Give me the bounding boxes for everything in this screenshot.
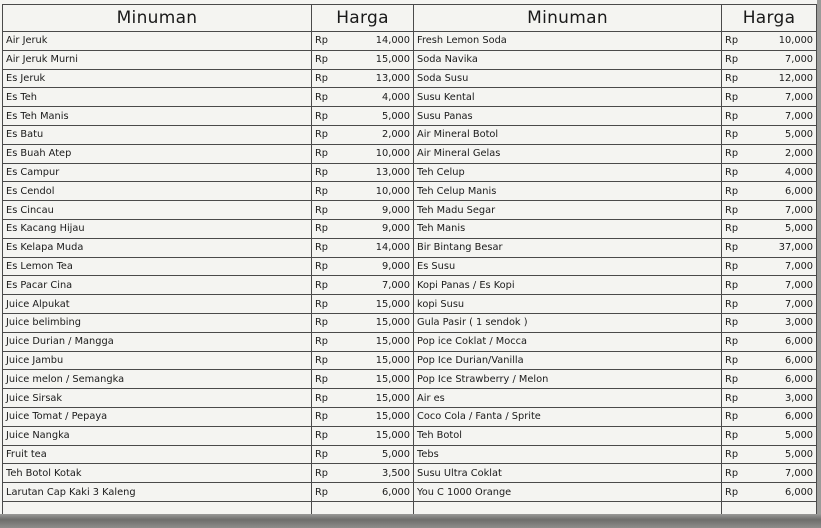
page-bottom-shadow xyxy=(0,514,821,528)
left-drink-price: 15,000 xyxy=(348,351,414,370)
right-drink-price: 5,000 xyxy=(760,219,817,238)
left-drink-name: Es Kelapa Muda xyxy=(3,238,312,257)
right-drink-price: 3,000 xyxy=(760,313,817,332)
left-currency: Rp xyxy=(312,88,348,107)
left-drink-price: 14,000 xyxy=(348,32,414,51)
right-drink-price: 6,000 xyxy=(760,182,817,201)
right-drink-name: Soda Navika xyxy=(414,50,722,69)
left-currency: Rp xyxy=(312,182,348,201)
table-row xyxy=(3,257,817,276)
right-drink-name: Susu Kental xyxy=(414,88,722,107)
left-drink-price: 9,000 xyxy=(348,219,414,238)
left-drink-price: 5,000 xyxy=(348,445,414,464)
right-drink-price: 6,000 xyxy=(760,370,817,389)
left-drink-price: 10,000 xyxy=(348,182,414,201)
left-currency: Rp xyxy=(312,351,348,370)
right-drink-price: 7,000 xyxy=(760,276,817,295)
left-drink-name: Juice melon / Semangka xyxy=(3,370,312,389)
left-drink-price: 5,000 xyxy=(348,107,414,126)
left-drink-name: Air Jeruk Murni xyxy=(3,50,312,69)
left-drink-price: 9,000 xyxy=(348,201,414,220)
left-drink-price: 3,500 xyxy=(348,464,414,483)
left-drink-price: 13,000 xyxy=(348,163,414,182)
left-drink-price: 15,000 xyxy=(348,407,414,426)
left-currency: Rp xyxy=(312,107,348,126)
left-currency: Rp xyxy=(312,389,348,408)
left-drink-name: Es Cendol xyxy=(3,182,312,201)
right-currency: Rp xyxy=(722,313,760,332)
right-drink-price: 5,000 xyxy=(760,426,817,445)
left-currency: Rp xyxy=(312,332,348,351)
right-currency: Rp xyxy=(722,276,760,295)
left-drink-name: Teh Botol Kotak xyxy=(3,464,312,483)
left-currency: Rp xyxy=(312,69,348,88)
right-currency: Rp xyxy=(722,389,760,408)
right-drink-price: 7,000 xyxy=(760,50,817,69)
left-drink-price: 7,000 xyxy=(348,276,414,295)
right-currency: Rp xyxy=(722,107,760,126)
left-currency: Rp xyxy=(312,257,348,276)
left-drink-name: Juice Jambu xyxy=(3,351,312,370)
right-drink-name: Soda Susu xyxy=(414,69,722,88)
left-drink-price: 4,000 xyxy=(348,88,414,107)
right-drink-name: Pop Ice Strawberry / Melon xyxy=(414,370,722,389)
right-drink-name: You C 1000 Orange xyxy=(414,483,722,502)
table-row xyxy=(3,370,817,389)
header-left-item: Minuman xyxy=(3,5,312,32)
right-currency: Rp xyxy=(722,483,760,502)
right-drink-name: Air es xyxy=(414,389,722,408)
left-currency: Rp xyxy=(312,313,348,332)
right-drink-name: kopi Susu xyxy=(414,295,722,314)
right-drink-name: Bir Bintang Besar xyxy=(414,238,722,257)
page-edge-shadow xyxy=(817,0,821,528)
left-drink-price: 15,000 xyxy=(348,295,414,314)
right-currency: Rp xyxy=(722,144,760,163)
right-drink-price: 7,000 xyxy=(760,88,817,107)
table-row xyxy=(3,483,817,502)
header-left-price: Harga xyxy=(312,5,414,32)
right-currency: Rp xyxy=(722,426,760,445)
left-drink-price: 10,000 xyxy=(348,144,414,163)
table-row xyxy=(3,407,817,426)
right-drink-name: Pop Ice Durian/Vanilla xyxy=(414,351,722,370)
left-drink-name: Juice Alpukat xyxy=(3,295,312,314)
left-currency: Rp xyxy=(312,445,348,464)
left-drink-name: Es Kacang Hijau xyxy=(3,219,312,238)
drinks-price-table xyxy=(2,4,817,517)
table-row xyxy=(3,201,817,220)
table-row xyxy=(3,219,817,238)
right-drink-price: 7,000 xyxy=(760,201,817,220)
left-currency: Rp xyxy=(312,144,348,163)
left-drink-name: Es Buah Atep xyxy=(3,144,312,163)
right-drink-price: 10,000 xyxy=(760,32,817,51)
left-drink-name: Es Teh Manis xyxy=(3,107,312,126)
left-currency: Rp xyxy=(312,125,348,144)
right-drink-price: 4,000 xyxy=(760,163,817,182)
left-currency: Rp xyxy=(312,426,348,445)
left-drink-price: 15,000 xyxy=(348,50,414,69)
right-drink-price: 5,000 xyxy=(760,125,817,144)
right-drink-price: 37,000 xyxy=(760,238,817,257)
right-drink-price: 7,000 xyxy=(760,464,817,483)
table-row xyxy=(3,69,817,88)
right-currency: Rp xyxy=(722,370,760,389)
left-drink-name: Es Lemon Tea xyxy=(3,257,312,276)
left-drink-price: 15,000 xyxy=(348,313,414,332)
right-drink-name: Teh Botol xyxy=(414,426,722,445)
left-currency: Rp xyxy=(312,238,348,257)
right-drink-name: Air Mineral Botol xyxy=(414,125,722,144)
table-row xyxy=(3,163,817,182)
table-row xyxy=(3,50,817,69)
left-currency: Rp xyxy=(312,219,348,238)
right-currency: Rp xyxy=(722,125,760,144)
right-drink-name: Air Mineral Gelas xyxy=(414,144,722,163)
left-drink-price: 15,000 xyxy=(348,426,414,445)
right-drink-name: Susu Ultra Coklat xyxy=(414,464,722,483)
left-drink-price: 15,000 xyxy=(348,332,414,351)
table-row xyxy=(3,182,817,201)
left-drink-name: Larutan Cap Kaki 3 Kaleng xyxy=(3,483,312,502)
right-drink-name: Tebs xyxy=(414,445,722,464)
right-drink-price: 2,000 xyxy=(760,144,817,163)
left-drink-price: 2,000 xyxy=(348,125,414,144)
table-row xyxy=(3,313,817,332)
left-currency: Rp xyxy=(312,370,348,389)
right-drink-name: Teh Celup xyxy=(414,163,722,182)
right-drink-price: 7,000 xyxy=(760,295,817,314)
right-drink-name: Susu Panas xyxy=(414,107,722,126)
right-currency: Rp xyxy=(722,295,760,314)
left-drink-price: 15,000 xyxy=(348,370,414,389)
right-drink-price: 7,000 xyxy=(760,257,817,276)
right-drink-price: 6,000 xyxy=(760,351,817,370)
left-drink-name: Es Campur xyxy=(3,163,312,182)
left-currency: Rp xyxy=(312,407,348,426)
right-drink-name: Gula Pasir ( 1 sendok ) xyxy=(414,313,722,332)
right-drink-name: Pop ice Coklat / Mocca xyxy=(414,332,722,351)
right-currency: Rp xyxy=(722,32,760,51)
left-drink-name: Juice Sirsak xyxy=(3,389,312,408)
table-row xyxy=(3,426,817,445)
left-drink-price: 13,000 xyxy=(348,69,414,88)
left-drink-name: Juice Durian / Mangga xyxy=(3,332,312,351)
left-currency: Rp xyxy=(312,295,348,314)
right-drink-price: 6,000 xyxy=(760,407,817,426)
header-right-price: Harga xyxy=(722,5,817,32)
right-drink-name: Coco Cola / Fanta / Sprite xyxy=(414,407,722,426)
right-drink-price: 3,000 xyxy=(760,389,817,408)
left-drink-name: Juice Nangka xyxy=(3,426,312,445)
right-currency: Rp xyxy=(722,445,760,464)
table-row xyxy=(3,332,817,351)
left-drink-price: 9,000 xyxy=(348,257,414,276)
right-currency: Rp xyxy=(722,407,760,426)
right-currency: Rp xyxy=(722,69,760,88)
left-drink-price: 14,000 xyxy=(348,238,414,257)
right-currency: Rp xyxy=(722,219,760,238)
left-drink-name: Juice Tomat / Pepaya xyxy=(3,407,312,426)
left-currency: Rp xyxy=(312,201,348,220)
right-drink-price: 12,000 xyxy=(760,69,817,88)
right-currency: Rp xyxy=(722,238,760,257)
right-currency: Rp xyxy=(722,464,760,483)
table-row xyxy=(3,32,817,51)
table-row xyxy=(3,351,817,370)
left-drink-name: Es Batu xyxy=(3,125,312,144)
left-drink-name: Es Jeruk xyxy=(3,69,312,88)
left-drink-price: 15,000 xyxy=(348,389,414,408)
right-drink-name: Teh Madu Segar xyxy=(414,201,722,220)
right-currency: Rp xyxy=(722,163,760,182)
right-drink-name: Teh Manis xyxy=(414,219,722,238)
left-currency: Rp xyxy=(312,50,348,69)
left-currency: Rp xyxy=(312,163,348,182)
left-drink-name: Fruit tea xyxy=(3,445,312,464)
right-drink-price: 6,000 xyxy=(760,332,817,351)
right-currency: Rp xyxy=(722,257,760,276)
table-row xyxy=(3,464,817,483)
right-currency: Rp xyxy=(722,50,760,69)
right-drink-price: 5,000 xyxy=(760,445,817,464)
table-row xyxy=(3,389,817,408)
left-drink-price: 6,000 xyxy=(348,483,414,502)
header-right-item: Minuman xyxy=(414,5,722,32)
left-drink-name: Air Jeruk xyxy=(3,32,312,51)
left-currency: Rp xyxy=(312,483,348,502)
left-drink-name: Es Cincau xyxy=(3,201,312,220)
table-row xyxy=(3,144,817,163)
right-drink-name: Kopi Panas / Es Kopi xyxy=(414,276,722,295)
table-header-row xyxy=(3,5,817,32)
right-drink-price: 6,000 xyxy=(760,483,817,502)
table-row xyxy=(3,107,817,126)
right-drink-name: Fresh Lemon Soda xyxy=(414,32,722,51)
table-row xyxy=(3,295,817,314)
table-row xyxy=(3,445,817,464)
right-currency: Rp xyxy=(722,332,760,351)
right-currency: Rp xyxy=(722,201,760,220)
left-drink-name: Es Pacar Cina xyxy=(3,276,312,295)
right-currency: Rp xyxy=(722,88,760,107)
table-row xyxy=(3,276,817,295)
table-row xyxy=(3,88,817,107)
left-drink-name: Es Teh xyxy=(3,88,312,107)
left-drink-name: Juice belimbing xyxy=(3,313,312,332)
right-drink-price: 7,000 xyxy=(760,107,817,126)
right-currency: Rp xyxy=(722,182,760,201)
right-drink-name: Teh Celup Manis xyxy=(414,182,722,201)
left-currency: Rp xyxy=(312,464,348,483)
table-body xyxy=(3,32,817,517)
table-row xyxy=(3,238,817,257)
right-drink-name: Es Susu xyxy=(414,257,722,276)
left-currency: Rp xyxy=(312,276,348,295)
table-row xyxy=(3,125,817,144)
left-currency: Rp xyxy=(312,32,348,51)
right-currency: Rp xyxy=(722,351,760,370)
